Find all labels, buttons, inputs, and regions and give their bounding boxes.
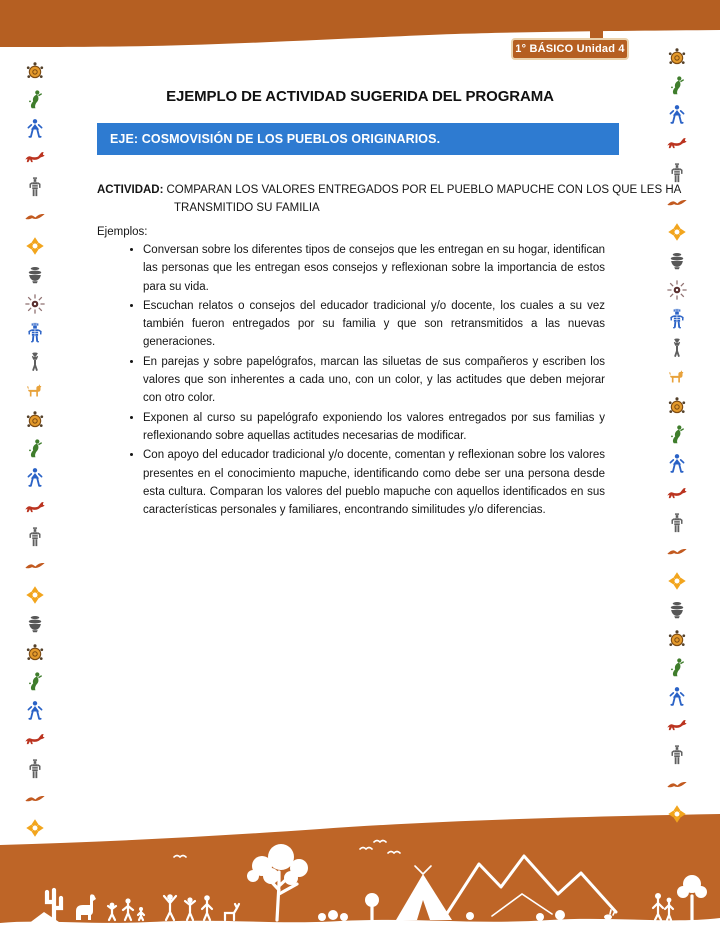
bush bbox=[555, 910, 565, 920]
chief-icon bbox=[664, 306, 690, 332]
fox-icon bbox=[664, 131, 690, 157]
fox-icon bbox=[664, 481, 690, 507]
dancer-icon bbox=[664, 422, 690, 448]
statue-icon bbox=[664, 160, 690, 186]
person-icon bbox=[22, 698, 48, 724]
chief-icon bbox=[22, 320, 48, 346]
flower-icon bbox=[22, 815, 48, 841]
fox-icon bbox=[22, 495, 48, 521]
statue-icon bbox=[22, 174, 48, 200]
pot-icon bbox=[664, 597, 690, 623]
list-item: • Conversan sobre los diferentes tipos de consejos que les entregan en su hogar, identifican las personas que les entregan esos consejos y reflexionan sobre la importancia de estos para su vida. bbox=[143, 241, 605, 296]
activity-paragraph bbox=[97, 181, 682, 217]
content-area bbox=[97, 123, 681, 520]
turtle-icon bbox=[22, 407, 48, 433]
statue-icon bbox=[22, 524, 48, 550]
condor-icon bbox=[22, 204, 48, 230]
fox-icon bbox=[22, 145, 48, 171]
sun-icon bbox=[664, 277, 690, 303]
footer-wave bbox=[0, 814, 720, 932]
bush bbox=[340, 913, 348, 921]
eje-banner: EJE: COSMOVISIÓN DE LOS PUEBLOS ORIGINARIOS. bbox=[97, 123, 619, 155]
condor-icon bbox=[664, 772, 690, 798]
turtle-icon bbox=[664, 626, 690, 652]
pot-icon bbox=[22, 611, 48, 637]
statue-icon bbox=[664, 742, 690, 768]
flower-icon bbox=[664, 219, 690, 245]
bush bbox=[466, 912, 474, 920]
dancer-icon bbox=[22, 436, 48, 462]
page-title: EJEMPLO DE ACTIVIDAD SUGERIDA DEL PROGRAMA bbox=[166, 88, 554, 105]
dancer-icon bbox=[22, 87, 48, 113]
pot-icon bbox=[664, 248, 690, 274]
person-icon bbox=[664, 102, 690, 128]
statue-icon bbox=[664, 510, 690, 536]
footer-landscape bbox=[0, 812, 720, 932]
dancer-icon bbox=[22, 669, 48, 695]
unit-badge: 1° BÁSICO Unidad 4 bbox=[511, 38, 629, 60]
carrier-icon bbox=[22, 349, 48, 375]
turtle-icon bbox=[664, 393, 690, 419]
condor-icon bbox=[664, 190, 690, 216]
flower-icon bbox=[664, 801, 690, 827]
dog-icon bbox=[664, 364, 690, 390]
person-icon bbox=[22, 465, 48, 491]
examples-heading: Ejemplos: bbox=[97, 226, 148, 238]
person-icon bbox=[664, 684, 690, 710]
dancer-icon bbox=[664, 655, 690, 681]
person-icon bbox=[664, 451, 690, 477]
flower-icon bbox=[22, 233, 48, 259]
list-item: • Con apoyo del educador tradicional y/o docente, comentan y reflexionan sobre los valores presentes en el conocimiento mapuche, identificando como debe ser una persona desde esta cultura. Comparan los valores del pueblo mapuche con aquellos identificados en sus características personales y familiares, encontrando similitudes y/o diferencias. bbox=[143, 446, 605, 519]
condor-icon bbox=[22, 553, 48, 579]
activity-label: ACTIVIDAD: bbox=[97, 184, 164, 196]
flower-icon bbox=[22, 582, 48, 608]
list-item: • Exponen al curso su papelógrafo exponiendo los valores entregados por sus familias y reflexionando sobre aquellas actitudes necesarias de modificar. bbox=[143, 409, 605, 446]
statue-icon bbox=[22, 756, 48, 782]
bush bbox=[536, 913, 544, 921]
examples-list bbox=[97, 241, 605, 519]
left-icon-column bbox=[22, 0, 48, 932]
list-item: • Escuchan relatos o consejos del educador tradicional y/o docente, los cuales a su vez también fueron entregados por su familia y que son retransmitidos a las nuevas generaciones. bbox=[143, 297, 605, 352]
fox-icon bbox=[22, 727, 48, 753]
list-item: • En parejas y sobre papelógrafos, marcan las siluetas de sus compañeros y escriben los valores que son inherentes a cada uno, con un color, y las actitudes que deben mejorar con otro color. bbox=[143, 353, 605, 408]
condor-icon bbox=[22, 786, 48, 812]
bush bbox=[318, 913, 326, 921]
sun-icon bbox=[22, 291, 48, 317]
flower-icon bbox=[664, 568, 690, 594]
turtle-icon bbox=[664, 44, 690, 70]
fox-icon bbox=[664, 713, 690, 739]
pot-icon bbox=[22, 262, 48, 288]
bush bbox=[328, 910, 338, 920]
turtle-icon bbox=[22, 640, 48, 666]
dog-icon bbox=[22, 378, 48, 404]
right-icon-column bbox=[664, 0, 690, 932]
turtle-icon bbox=[22, 58, 48, 84]
carrier-icon bbox=[664, 335, 690, 361]
activity-text: COMPARAN LOS VALORES ENTREGADOS POR EL PUEBLO MAPUCHE CON LOS QUE LES HA TRANSMITIDO SU FAMILIA bbox=[166, 184, 681, 214]
person-icon bbox=[22, 116, 48, 142]
condor-icon bbox=[664, 539, 690, 565]
dancer-icon bbox=[664, 73, 690, 99]
